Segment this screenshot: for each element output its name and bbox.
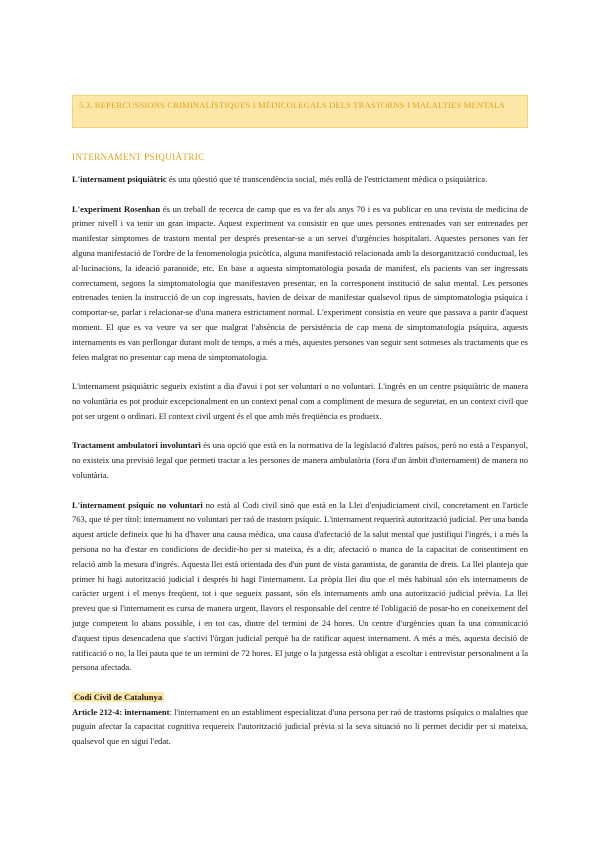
- sub-heading: INTERNAMENT PSIQUIÀTRIC: [72, 152, 205, 162]
- term-article: Article 212-4: internament: [72, 706, 170, 717]
- term-no-voluntari: L'internament psíquic no voluntari: [72, 499, 203, 510]
- paragraph-no-voluntari: [72, 498, 528, 676]
- paragraph-article: [72, 705, 528, 749]
- section-heading: 5.3. REPERCUSSIONS CRIMINALÍSTIQUES I MÈDICOLEGALS DELS TRASTORNS I MALALTIES MENTALS: [72, 95, 528, 128]
- document-body: [72, 172, 528, 764]
- paragraph-text: L'internament psiquiàtric segueix existint a dia d'avui i pot ser voluntari o no voluntari. L'ingrés en un centre psiquiàtric de manera no voluntària es pot produir excepcionalment en un context penal com a compliment de mesura de seguretat, en un context civil que pot ser urgent o ordinari. El context civil urgent és el que amb més freqüència es produeix.: [72, 381, 528, 421]
- paragraph-text: : l'internament en un establiment especialitzat d'una persona per raó de trastorns psíquics o malalties que puguin afectar la capacitat cognitiva requereix l'autorització judicial prèvia si la seva situació no li permet decidir per si mateixa, qualsevol que en sigui l'edat.: [72, 706, 528, 747]
- paragraph-text: és un treball de recerca de camp que es va fer als anys 70 i es va publicar en una revista de medicina de primer nivell i va tenir un gran impacte. Aquest experiment va consistir en que unes persones entrenades van ser entrenades per manifestar símptomes de trastorn mental per després presentar-se a un servei d'urgències hospitalari. Aquestes persones van fer alguna manifestació de l'ordre de la fenomenologia psicòtica, alguna manifestació relacionada amb la desorganització conductual, les al·lucinacions, la ideació paranoide, etc. En base a aquesta simptomatologia posada de manifest, els pacients van ser ingressats correctament, segons la simptomatologia que manifestaven presentar, en la corresponent institució de salut mental. Les persones entrenades tenien la instrucció de un cop ingressats, havien de deixar de manifestar qualsevol tipus de simptomatologia psíquica i comportar-se, parlar i relacionar-se d'una manera estrictament normal. L'experiment consistia en veure que passava a partir d'aquest moment. El que es va veure va ser que malgrat l'absència de persistència de cap mena de simptomatologia psíquica, aquests internaments es van perllongar durant molt de temps, a més a més, aquestes persones van seguir sent sotmeses als tractaments que es feien malgrat no presentar cap mena de simptomatologia.: [72, 203, 528, 362]
- term-rosenhan: L'experiment Rosenhan: [72, 203, 161, 214]
- codi-title-line: [72, 690, 528, 705]
- paragraph-rosenhan: [72, 202, 528, 365]
- codi-civil-title: Codi Civil de Catalunya: [74, 691, 163, 702]
- paragraph-ambulatori: [72, 438, 528, 482]
- term-ambulatori: Tractament ambulatori involuntari: [72, 440, 201, 451]
- paragraph-internament: [72, 172, 528, 187]
- term-internament: L'internament psiquiàtric: [72, 174, 167, 184]
- paragraph-voluntari: [72, 379, 528, 423]
- paragraph-text: és una opció que està en la normativa de la legislació d'altres països, però no està a l'espanyol, no existeix una previsió legal que permeti tractar a les persones de manera ambulatòria (fora d'un àmbit d'internament) de manera no voluntària.: [72, 440, 529, 480]
- paragraph-text: no està al Codi civil sinó que està en la Llei d'enjudiciament civil, concretament en l'article 763, que té per títol: internament no voluntari per raó de trastorn psíquic. L'internament requerirà autorització judicial. Per una banda aquest article defineix que hi ha d'haver una causa mèdica, una causa d'afectació de la salut mental que justifiqui l'ingrés, i a més la persona no ha d'estar en condicions de decidir-ho per si mateixa, és a dir, afectació o manca de la capacitat de consentiment en relació amb la mesura d'ingrés. Aquesta llei està orientada des d'un punt de vista garantista, de garantia de drets. La llei planteja que primer hi hagi autorització judicial i després hi hagi l'internament. La pròpia llei diu que el més habitual són els internaments de caràcter urgent i el menys freqüent, tot i que segueix passant, són els internaments amb una autorització judicial prèvia. La llei preveu que si l'internament es cursa de manera urgent, llavors el responsable del centre té l'obligació de posar-ho en coneixement del jutge competent lo abans possible, i en tot cas, dintre del termini de 24 hores. Un centre d'urgències quan fa una comunicació d'aquest tipus desencadena que s'activi l'òrgan judicial perquè ha de ratificar aquest internament. A més a més, aquesta decisió de ratificació o no, la llei pauta que te un termini de 72 hores. El jutge o la jutgessa està obligat a escoltar i entrevistar personalment a la persona afectada.: [72, 499, 529, 673]
- paragraph-text: és una qüestió que té transcendència social, més enllà de l'estrictament mèdica o psiquiàtrica.: [166, 174, 488, 184]
